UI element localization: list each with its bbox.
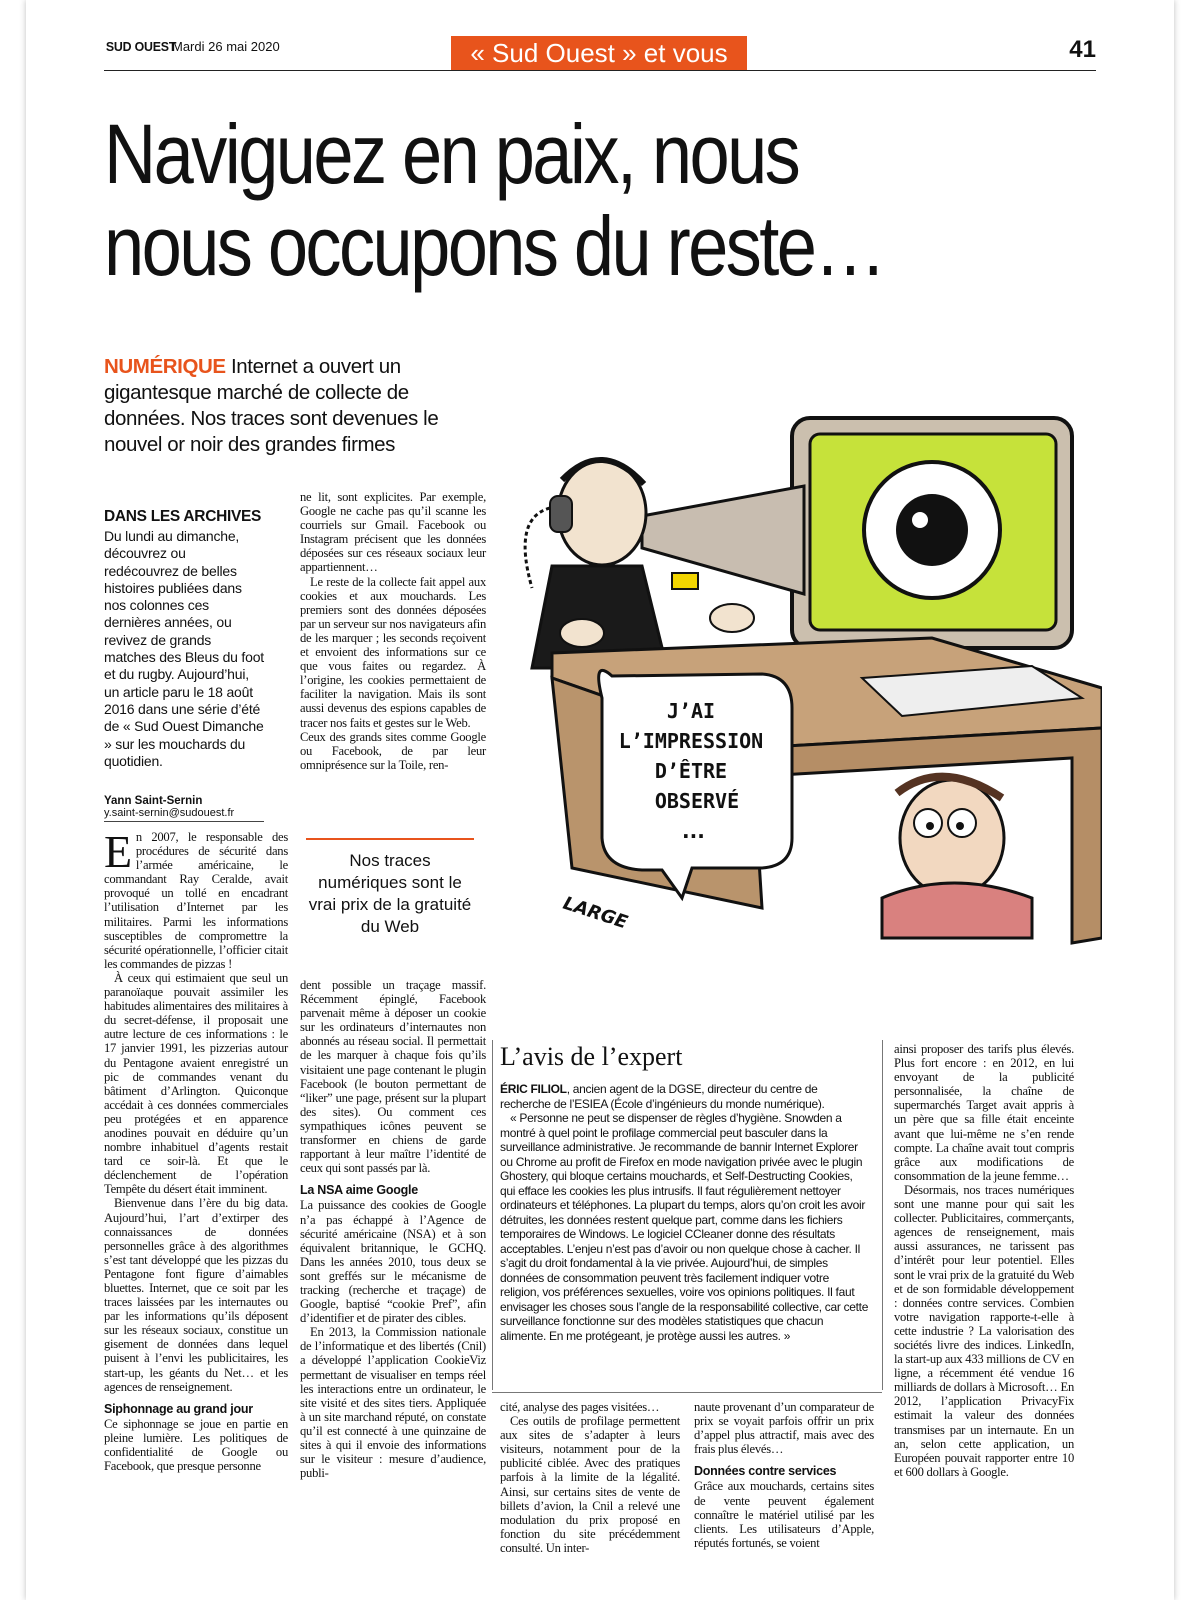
expert-box xyxy=(500,1042,870,1343)
article-column-2-top xyxy=(300,490,486,772)
author-byline xyxy=(104,795,264,822)
col1-paragraph-4: Ce siphonnage se joue en partie en pleine lumière. Les politiques de confidentialité de Google ou Facebook, que presque personne xyxy=(104,1416,288,1474)
article-column-2-bottom xyxy=(300,978,486,1480)
expert-left-rule xyxy=(492,1040,493,1390)
col1-subheading: Siphonnage au grand jour xyxy=(104,1401,253,1416)
article-column-5 xyxy=(894,1042,1074,1479)
col3-paragraph-2: Ces outils de profilage permettent aux sites de s’adapter à leurs visiteurs, notamment pour de la publicité ciblée. Avec des pratiques parfois à la limite de la légalité. Ainsi, sur certains sites de vente de billets d’avion, la Cnil a relevé une modulation du prix proposé en fonction du site précédemment consulté. Un inter- xyxy=(500,1414,680,1555)
col2-paragraph-6: En 2013, la Commission nationale de l’informatique et des libertés (Cnil) a développé l’application CookieViz permettant de visualiser en temps réel les interactions entre un ordinateur, le site visité et des sites tiers. Appliquée à un site marchand réputé, on constate qu’il est connecté à une quinzaine de sites à qui il envoie des informations sur le visiteur : mesure d’audience, publi- xyxy=(300,1325,486,1481)
col2-paragraph-3: Ceux des grands sites comme Google ou Facebook, de par leur omniprésence sur la Toile, ren- xyxy=(300,729,486,772)
col2-paragraph-4: dent possible un traçage massif. Récemment épinglé, Facebook parvenait même à déposer un cookie sur les ordinateurs d’internautes non abonnés au réseau social. Il permettait de les marquer à chaque fois qu’ils visitaient une page contenant le plugin Facebook (le bouton permettant de “liker” une page, présent sur la plupart des sites). Ou comment ces sympathiques icônes peuvent se transformer en chiens de garde rapportant à leur maître l’identité de ceux qui sont passés par là. xyxy=(300,978,486,1176)
expert-role: , ancien agent de la DGSE, directeur du centre de recherche de l’ESIEA (École d’ingénieurs du monde numérique). xyxy=(500,1082,825,1111)
speech-dots: ... xyxy=(682,819,705,843)
headline-line-1: Naviguez en paix, nous xyxy=(104,107,799,201)
col2-paragraph-2: Le reste de la collecte fait appel aux cookies et aux mouchards. Les premiers sont des données déposées par un serveur sur nos navigateurs afin de les marquer ; les seconds reçoivent et envoient des informations sur ce que vous faites ou regardez. À l’origine, les cookies permettaient de faciliter la navigation. Mais ils sont aussi devenus des espions capables de tracer nos faits et gestes sur le Web. xyxy=(300,574,486,730)
headline-line-2: nous occupons du reste… xyxy=(104,199,884,293)
expert-name: ÉRIC FILIOL xyxy=(500,1082,567,1096)
standfirst xyxy=(104,354,464,458)
expert-text xyxy=(500,1082,870,1343)
expert-title: L’avis de l’expert xyxy=(500,1042,683,1071)
author-name: Yann Saint-Sernin xyxy=(104,795,203,807)
col2-paragraph-1: ne lit, sont explicites. Par exemple, Google ne cache pas qu’il scanne les courriels sur Gmail. Facebook ou Instagram précisent que les données déposées sur ces réseaux sociaux leur appartiennent… xyxy=(300,490,486,575)
page-number: 41 xyxy=(1069,36,1096,63)
col5-paragraph-2: Désormais, nos traces numériques sont une manne pour qui sait les collecter. Publicitaires, commerçants, agences de renseignement, mais aussi assurances, ne tarissent pas d’intérêt pour leur potentiel. Elles sont le vrai prix de la gratuité du Web et de son formidable développement : données contre services. Combien votre navigation rapporte-t-elle à cette industrie ? La valorisation des sociétés livre des indices. LinkedIn, la start-up aux 433 millions de CV en ligne, a récemment été vendue 16 milliards de dollars à Microsoft… En 2012, l’application PrivacyFix estimait la valeur des données transmises par un internaute. En un an, selon cette application, un Européen pouvait rapporter entre 10 et 600 dollars à Google. xyxy=(894,1182,1074,1479)
brand-logo: SUD OUEST xyxy=(105,39,177,54)
expert-bottom-rule xyxy=(492,1392,882,1393)
col4-subheading: Données contre services xyxy=(694,1464,837,1479)
drop-cap: E xyxy=(104,826,132,877)
expert-quote: « Personne ne peut se dispenser de règles d’hygiène. Snowden a montré à quel point le profilage commercial peut basculer dans la surveillance administrative. Je recommande de bannir Internet Explorer ou Chrome au profit de Firefox en mode navigation privée avec le plugin Ghostery, qui bloque certains mouchards, et Self-Destructing Cookies, qui efface les cookies les plus intrusifs. Il faut régulièrement nettoyer ordinateurs et téléphones. La plupart du temps, alors qu’on croit les avoir détruites, les données restent quelque part, comme dans les fichiers temporaires de Windows. Le logiciel CCleaner donne des résultats acceptables. L’enjeu n’est pas d’avoir ou non quelque chose à cacher. Il s’agit du droit fondamental à la vie privée. Aujourd’hui, de simples données de consommation peuvent très facilement indiquer votre religion, vos préférences sexuelles, voire vos opinions politiques. Il faut envisager les choses sous l’angle de la responsabilité collective, car cette surveillance fonctionne sur des modèles statistiques que chacun alimente. En me protégeant, je protège aussi les autres. » xyxy=(500,1111,869,1343)
col1-paragraph-1: En 2007, le responsable des procédures de sécurité dans l’armée américaine, le commandant Ray Ceralde, avait provoqué un tollé en encadrant l’utilisation d’Internet par les militaires. Parmi les informations susceptibles de compromettre la sécurité opérationnelle, l’officier citait les commandes de pizzas ! xyxy=(104,826,288,971)
speech-text: J’AI L’IMPRESSION D’ÊTRE OBSERVÉ xyxy=(618,699,764,813)
article-column-1 xyxy=(104,826,288,1474)
headline xyxy=(104,108,964,292)
col4-paragraph-2: Grâce aux mouchards, certains sites de vente peuvent également connaître le matériel utilisé par les clients. Les utilisateurs d’Apple, réputés fortunés, se voient xyxy=(694,1479,874,1550)
standfirst-text: Internet a ouvert un gigantesque marché de collecte de données. Nos traces sont devenues le nouvel or noir des grandes firmes xyxy=(104,355,439,456)
cartoonist-signature: LARGE xyxy=(560,892,631,934)
col3-paragraph-1: cité, analyse des pages visitées… xyxy=(500,1400,660,1414)
col4-paragraph-1: naute provenant d’un comparateur de prix se voyait parfois offrir un prix d’appel plus attractif, mais avec des frais plus élevés… xyxy=(694,1400,874,1457)
expert-right-rule xyxy=(882,1040,883,1390)
section-rubric: « Sud Ouest » et vous xyxy=(451,36,747,70)
cartoon-illustration xyxy=(492,398,1102,970)
col1-paragraph-3: Bienvenue dans l’ère du big data. Aujourd’hui, l’art d’extirper des connaissances de données personnelles grâce à des algorithmes s’est tant développé que les pizzas du Pentagone font figure d’aimables bluettes. Internet, que ce soit par les traces laissées par les internautes ou par les informations qu’ils déposent sur les réseaux sociaux, constitue un gisement de données dans lequel puisent à l’envi les publicitaires, les start-up, les géants du Net… et les agences de renseignement. xyxy=(104,1196,288,1394)
issue-date: Mardi 26 mai 2020 xyxy=(172,39,280,54)
article-column-3 xyxy=(500,1400,680,1555)
archives-box xyxy=(104,508,264,770)
hiding-man-figure xyxy=(882,777,1032,938)
article-column-4 xyxy=(694,1400,874,1550)
col2-paragraph-5: La puissance des cookies de Google n’a pas échappé à l’Agence de sécurité américaine (NSA) et à son équivalent britannique, le GCHQ. Dans les années 2010, tous deux se sont greffés sur le mécanisme de tracking (recherche et traçage) de Google, baptisé “cookie Pref”, afin d’identifier et de pirater des cibles. xyxy=(300,1198,486,1326)
author-email[interactable]: y.saint-sernin@sudouest.fr xyxy=(104,807,235,819)
archives-text: Du lundi au dimanche, découvrez ou redécouvrez de belles histoires publiées dans nos colonnes ces dernières années, ou revivez de grands matches des Bleus du foot et du rugby. Aujourd’hui, un article paru le 18 août 2016 dans une série d’été de « Sud Ouest Dimanche » sur les mouchards du quotidien. xyxy=(104,528,264,769)
masthead xyxy=(104,36,1096,71)
col2-subheading: La NSA aime Google xyxy=(300,1183,418,1198)
standfirst-kicker: NUMÉRIQUE xyxy=(104,355,226,378)
col5-paragraph-1: ainsi proposer des tarifs plus élevés. Plus fort encore : en 2012, en lui envoyant de la publicité personnalisée, la chaîne de supermarchés Target avait appris à un père que sa fille était enceinte avant que lui-même ne s’en rende compte. La chaîne avait tout compris grâce aux modifications de consommation de la jeune femme… xyxy=(894,1042,1074,1183)
col1-paragraph-2: À ceux qui estimaient que seul un paranoïaque pouvait assimiler les habitudes alimentaires des militaires à du secret-défense, il proposait une autre lecture de ces informations : le 17 janvier 1991, les pizzerias autour du Pentagone avaient enregistré un pic de commandes venant du bâtiment d’Arlington. Quiconque accédait à ces données commerciales peu protégées et en apparence anodines pouvait en déduire qu’un nombre inhabituel d’agents restait tard ce soir-là. Et que le déclenchement de l’opération Tempête du désert était imminent. xyxy=(104,970,288,1197)
spyglass-tube xyxy=(642,486,804,594)
pull-quote: Nos traces numériques sont le vrai prix de la gratuité du Web xyxy=(306,838,474,938)
archives-title: DANS LES ARCHIVES xyxy=(104,508,262,525)
